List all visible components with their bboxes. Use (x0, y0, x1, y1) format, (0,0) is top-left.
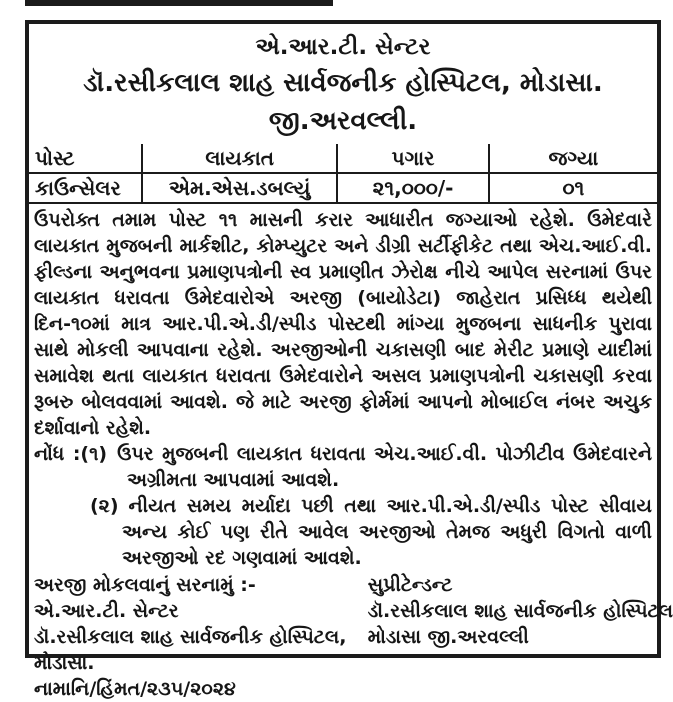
address-line: ડૉ.રસીકલાલ શાહ સાર્વજનીક હોસ્પિટલ, (34, 626, 347, 648)
column-header-vacancy: જગ્યા (489, 144, 657, 173)
table-row (29, 173, 657, 203)
notice-body-paragraph: ઉપરોક્ત તમામ પોસ્ટ ૧૧ માસની કરાર આધારીત જગ્યાઓ રહેશે. ઉમેદવારે લાયકાત મુજબની માર્કશીટ, કોમ્પ્યુટર અને ડીગ્રી સર્ટીફીકેટ તથા એચ.આઈ.વી. ફીલ્ડના અનુભવના પ્રમાણપત્રોની સ્વ પ્રમાણીત ઝેરોક્ષ નીચે આપેલ સરનામાં ઉપર લાયકાત ધરાવતા ઉમેદવારોએ અરજી (બાયોડેટા) જાહેરાત પ્રસિધ્ધ થયેથી દિન-૧૦માં માત્ર આર.પી.એ.ડી/સ્પીડ પોસ્ટથી માંગ્યા મુજબના સાધનીક પુરાવા સાથે મોકલી આપવાના રહેશે. અરજીઓની ચકાસણી બાદ મેરીટ પ્રમાણે યાદીમાં સમાવેશ થતા લાયકાત ધરાવતા ઉમેદવારોને અસલ પ્રમાણપત્રોની ચકાસણી કરવા રૂબરુ બોલવવામાં આવશે. જે માટે અરજી ફોર્મમાં આપનો મોબાઈલ નંબર અચુક દર્શાવાનો રહેશે. (34, 209, 652, 439)
note-text-2: નીયત સમય મર્યાદા પછી તથા આર.પી.એ.ડી/સ્પીડ પોસ્ટ સીવાય અન્ય કોઈ પણ રીતે આવેલ અરજીઓ તેમજ અધુરી વિગતો વાળી અરજીઓ રદ ગણવામાં આવશે. (122, 495, 652, 569)
vacancy-table (29, 144, 657, 204)
signatory-block (367, 572, 673, 676)
org-title: એ.આર.ટી. સેન્ટર (255, 34, 431, 60)
note-number-1: (૧) (80, 443, 108, 465)
table-header-row (29, 144, 657, 173)
note-item-2 (34, 493, 652, 571)
note-number-2: (૨) (90, 495, 119, 517)
signatory-line: મોડાસા જી.અરવલ્લી (367, 626, 529, 648)
notice-box (25, 20, 673, 700)
column-header-qualification: લાયકાત (142, 144, 337, 173)
column-header-post: પોસ્ટ (29, 144, 142, 173)
notice-header (29, 24, 657, 144)
cell-pay: ૨૧,૦૦૦/- (337, 173, 489, 203)
note-text-1: ઉપર મુજબની લાયકાત ધરાવતા એચ.આઈ.વી. પોઝીટીવ ઉમેદવારને અગ્રીમતા આપવામાં આવશે. (117, 443, 652, 491)
reference-number: નામાનિ/હિંમત/૨૩૫/૨૦૨૪ (34, 678, 236, 700)
signatory-line: ડૉ.રસીકલાલ શાહ સાર્વજનીક હોસ્પિટલ (367, 600, 673, 622)
cell-qualification: એમ.એસ.ડબલ્યું (142, 173, 337, 203)
notes-section (29, 441, 657, 571)
application-address-block (34, 572, 368, 676)
address-line: એ.આર.ટી. સેન્ટર (34, 600, 179, 622)
note-item-1 (34, 441, 652, 493)
hospital-title: ડૉ.રસીકલાલ શાહ સાર્વજનીક હોસ્પિટલ, મોડાસા. જી.અરવલ્લી. (83, 68, 603, 136)
column-header-pay: પગાર (337, 144, 489, 173)
note-label: નોંધ : (34, 443, 81, 465)
address-heading: અરજી મોકલવાનું સરનામું :- (34, 574, 256, 596)
cell-post: કાઉન્સેલર (29, 173, 142, 203)
address-line: મોડાસા. (34, 652, 95, 674)
cropped-top-bar (25, 0, 333, 6)
cell-vacancy: ૦૧ (489, 173, 657, 203)
footer-columns (29, 571, 673, 676)
signatory-title: સુપ્રીટેન્ડન્ટ (367, 574, 453, 596)
